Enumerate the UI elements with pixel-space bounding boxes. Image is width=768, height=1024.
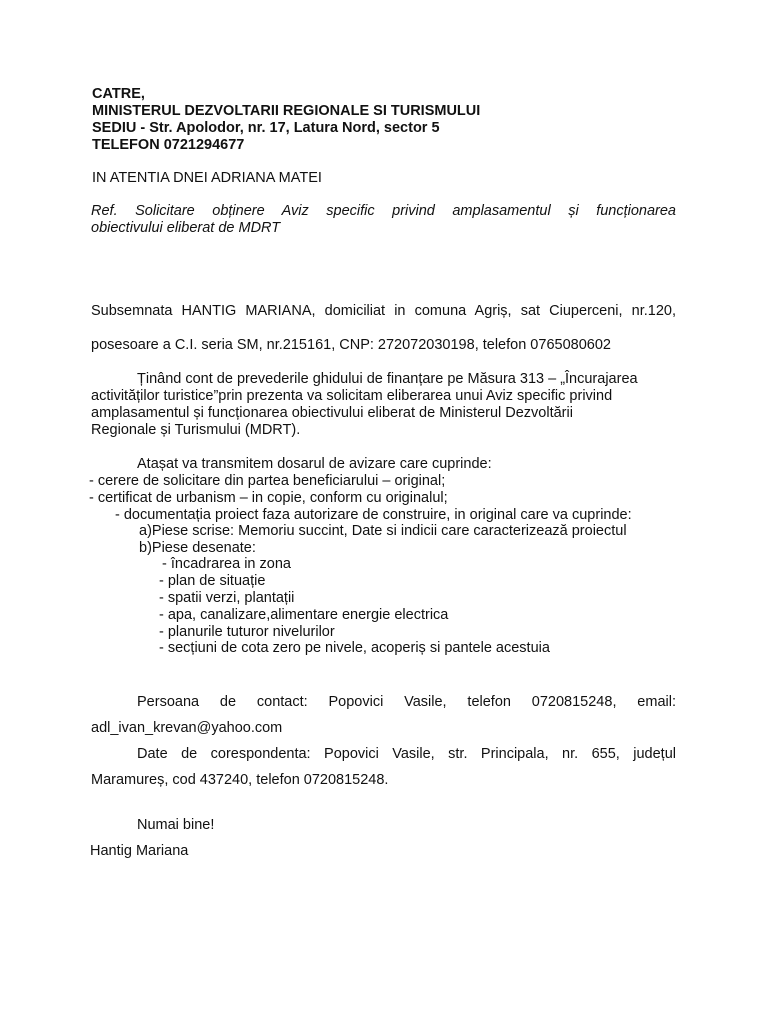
piese-desenate: b)Piese desenate: (139, 540, 256, 556)
body-line-1: Ținând cont de prevederile ghidului de finanțare pe Măsura 313 – „Încurajarea (137, 371, 638, 387)
attachments-intro: Atașat va transmitem dosarul de avizare care cuprinde: (137, 456, 492, 472)
reference-line-2: obiectivului eliberat de MDRT (91, 220, 281, 236)
attachment-item-3: - documentația proiect faza autorizare de construire, in original care va cuprinde: (115, 507, 632, 523)
signature-name: Hantig Mariana (90, 843, 189, 859)
reference-block (91, 203, 676, 237)
piese-scrise: a)Piese scrise: Memoriu succint, Date si indicii care caracterizează proiectul (139, 523, 627, 539)
body-line-2: activităților turistice”prin prezenta va solicitam eliberarea unui Aviz specific privind (91, 388, 613, 404)
recipient-institution: MINISTERUL DEZVOLTARII REGIONALE SI TURISMULUI (92, 103, 481, 119)
drawing-item-5: - planurile tuturor nivelurilor (159, 624, 335, 640)
drawing-item-4: - apa, canalizare,alimentare energie electrica (159, 607, 449, 623)
applicant-line-2: posesoare a C.I. seria SM, nr.215161, CNP: 272072030198, telefon 0765080602 (91, 337, 611, 353)
correspondence-block (91, 741, 676, 793)
reference-line-1: Ref. Solicitare obținere Aviz specific privind amplasamentul și funcționarea (91, 203, 676, 219)
correspondence-line-2: Maramureș, cod 437240, telefon 0720815248. (91, 772, 389, 788)
body-line-4: Regionale și Turismului (MDRT). (91, 422, 301, 438)
body-line-3: amplasamentul și funcționarea obiectivului eliberat de Ministerul Dezvoltării (91, 405, 573, 421)
closing-greeting: Numai bine! (137, 817, 215, 833)
drawing-item-3: - spatii verzi, plantații (159, 590, 295, 606)
attachment-item-2: - certificat de urbanism – in copie, conform cu originalul; (89, 490, 448, 506)
recipient-address: SEDIU - Str. Apolodor, nr. 17, Latura Nord, sector 5 (92, 120, 440, 136)
recipient-phone: TELEFON 0721294677 (92, 137, 245, 153)
attachment-item-1: - cerere de solicitare din partea beneficiarului – original; (89, 473, 446, 489)
attention-line: IN ATENTIA DNEI ADRIANA MATEI (92, 170, 322, 186)
applicant-block (91, 294, 676, 362)
drawing-item-6: - secțiuni de cota zero pe nivele, acoperiș si pantele acestuia (159, 640, 550, 656)
contact-email: adl_ivan_krevan@yahoo.com (91, 720, 283, 736)
contact-line-1: Persoana de contact: Popovici Vasile, telefon 0720815248, email: (137, 694, 676, 710)
drawing-item-1: - încadrarea in zona (162, 556, 291, 572)
correspondence-line-1: Date de corespondenta: Popovici Vasile, str. Principala, nr. 655, județul (137, 746, 676, 762)
contact-block (91, 689, 676, 741)
recipient-catre: CATRE, (92, 86, 145, 102)
drawing-item-2: - plan de situație (159, 573, 266, 589)
applicant-line-1: Subsemnata HANTIG MARIANA, domiciliat in comuna Agriș, sat Ciuperceni, nr.120, (91, 303, 676, 319)
